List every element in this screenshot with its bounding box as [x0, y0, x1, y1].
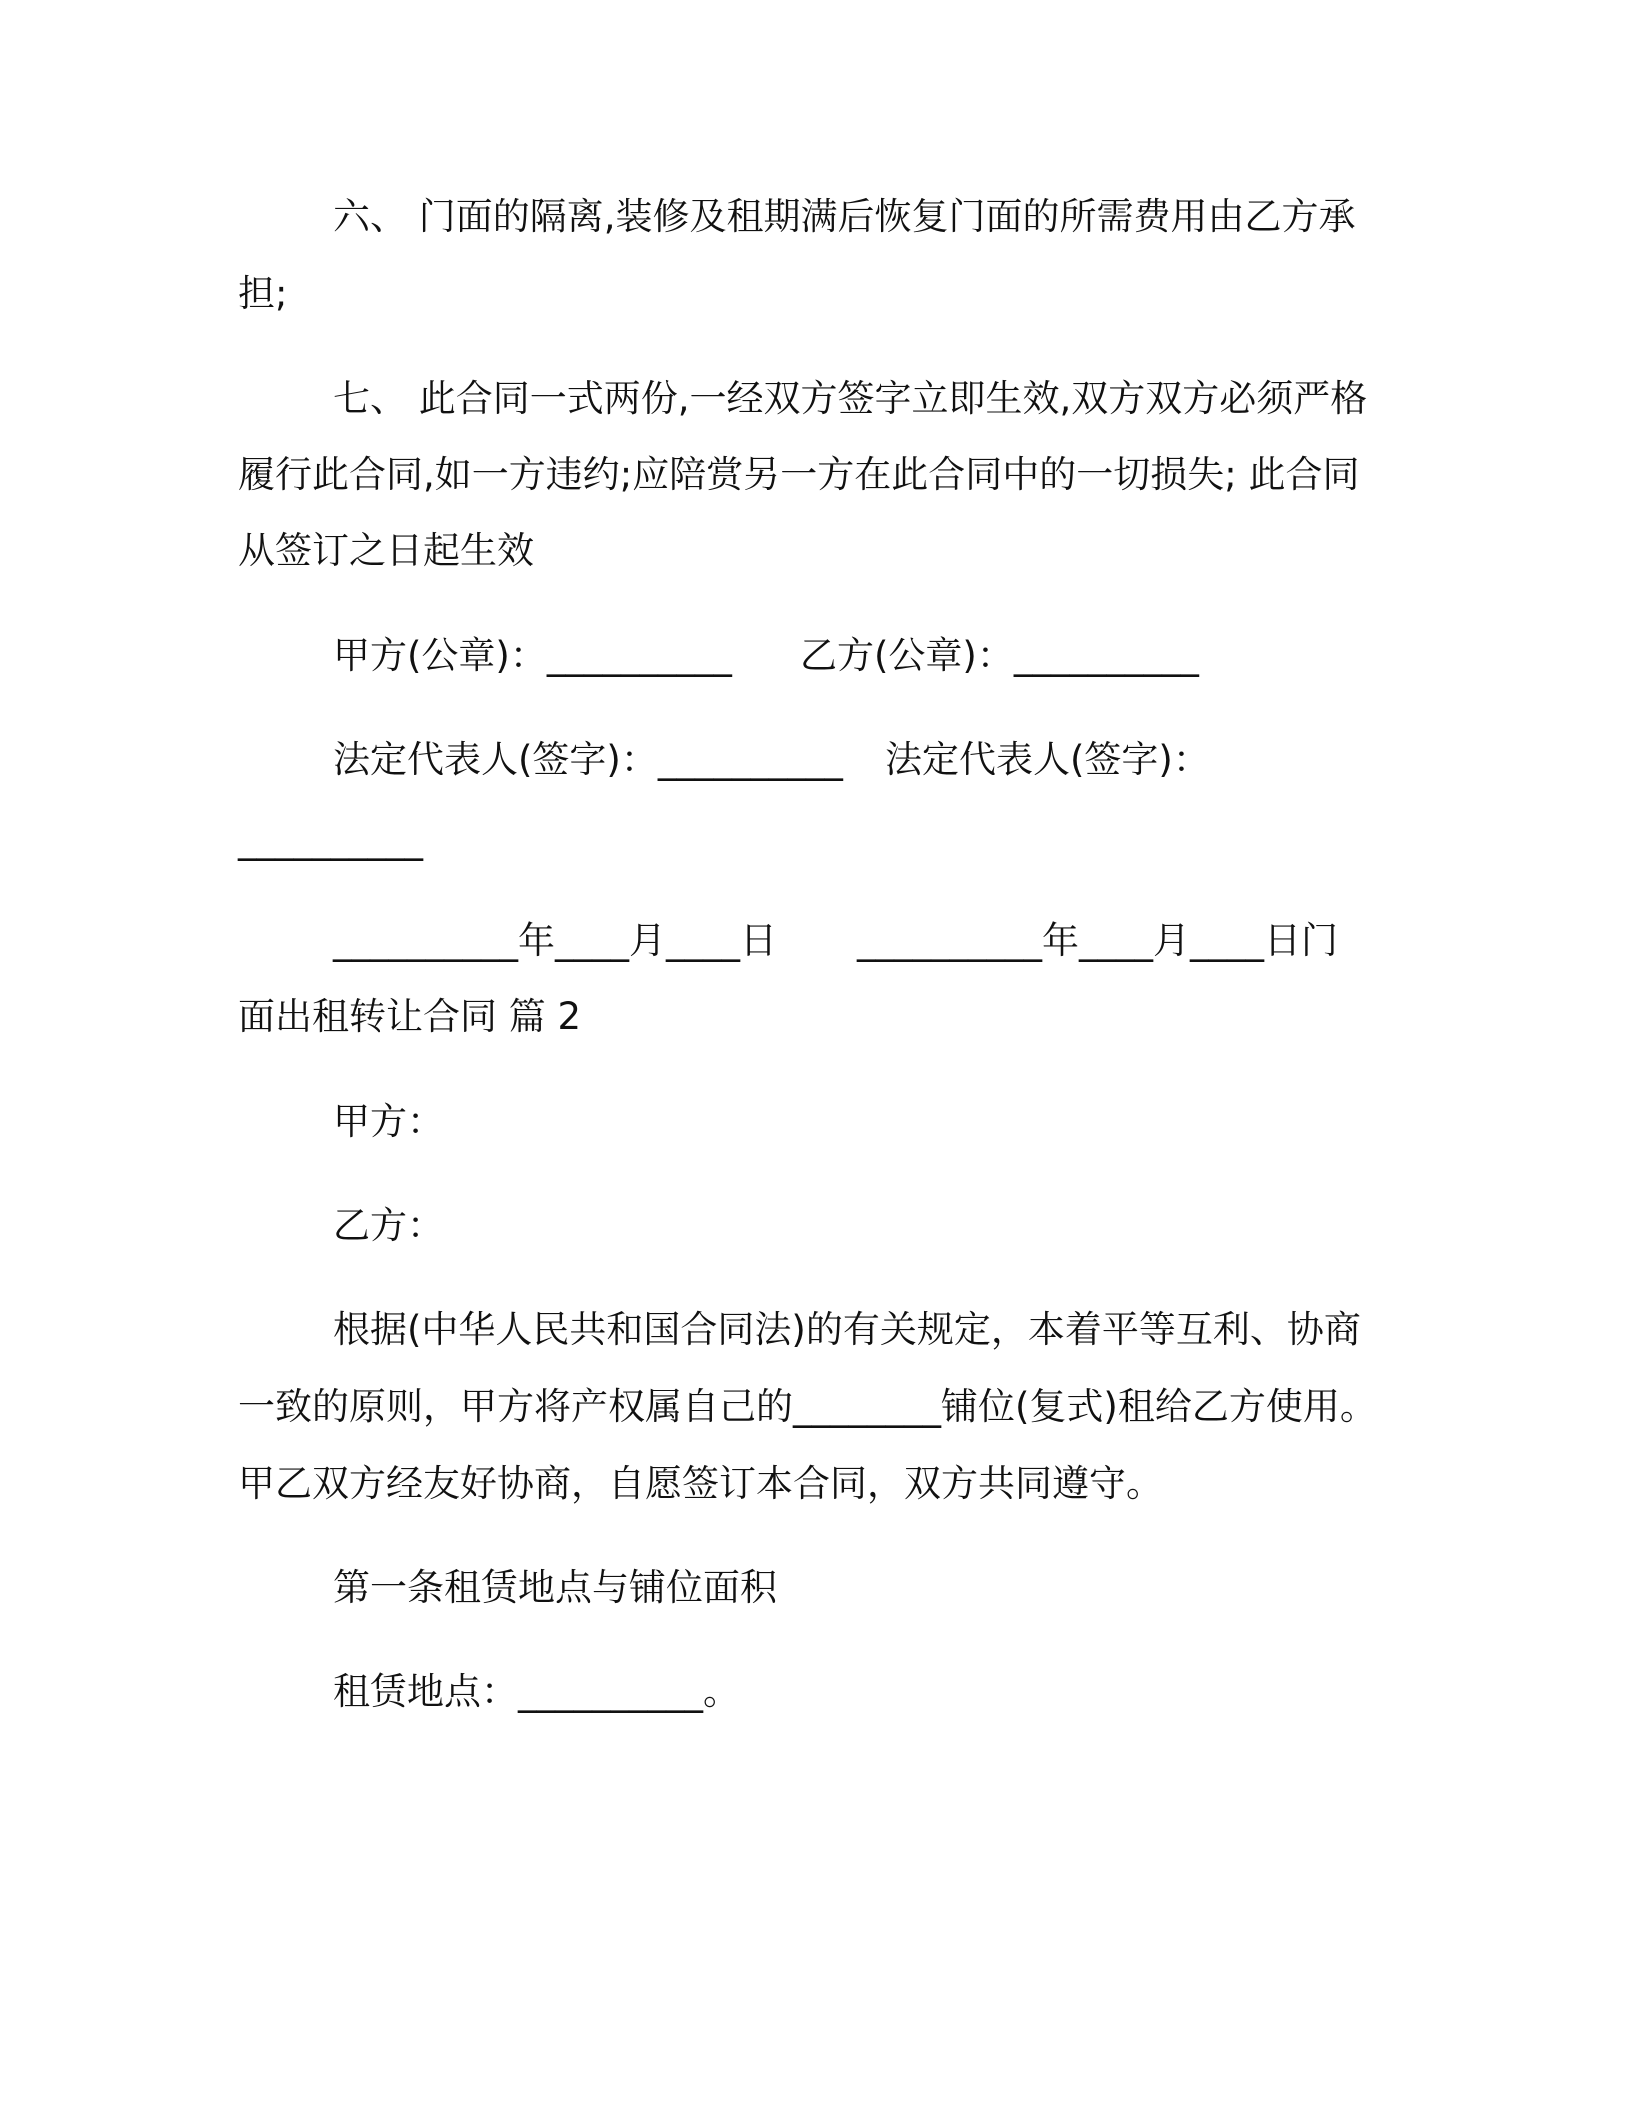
party-b-seal-field: 乙方(公章)：__________	[800, 634, 1199, 677]
contract-2-party-b: 乙方：	[333, 1204, 444, 1247]
intro-line-2: 一致的原则，甲方将产权属自己的________铺位(复式)租给乙方使用。	[238, 1385, 1377, 1428]
contract-2-title: 面出租转让合同 篇 2	[238, 995, 582, 1038]
legal-rep-a-field: 法定代表人(签字)：__________	[333, 738, 843, 781]
legal-rep-b-blank: __________	[238, 818, 423, 861]
intro-line-1: 根据(中华人民共和国合同法)的有关规定，本着平等互利、协商	[333, 1308, 1361, 1351]
party-a-seal-field: 甲方(公章)：__________	[333, 634, 732, 677]
contract-2-party-a: 甲方：	[333, 1100, 444, 1143]
clause-7-line-2: 履行此合同,如一方违约;应陪赏另一方在此合同中的一切损失; 此合同	[238, 453, 1360, 496]
date-line-a: __________年____月____日	[333, 919, 777, 962]
date-line-b: __________年____月____日门	[857, 919, 1338, 962]
legal-rep-b-field: 法定代表人(签字)：	[885, 738, 1210, 781]
clause-7-line-3: 从签订之日起生效	[238, 529, 534, 572]
lease-location-field: 租赁地点：__________。	[333, 1670, 740, 1713]
clause-7-line-1: 七、 此合同一式两份,一经双方签字立即生效,双方双方必须严格	[333, 377, 1368, 420]
clause-6-line-2: 担;	[238, 272, 288, 315]
intro-line-3: 甲乙双方经友好协商，自愿签订本合同，双方共同遵守。	[238, 1462, 1163, 1505]
clause-6-line-1: 六、 门面的隔离,装修及租期满后恢复门面的所需费用由乙方承	[333, 195, 1356, 238]
article-1-title: 第一条租赁地点与铺位面积	[333, 1566, 777, 1609]
